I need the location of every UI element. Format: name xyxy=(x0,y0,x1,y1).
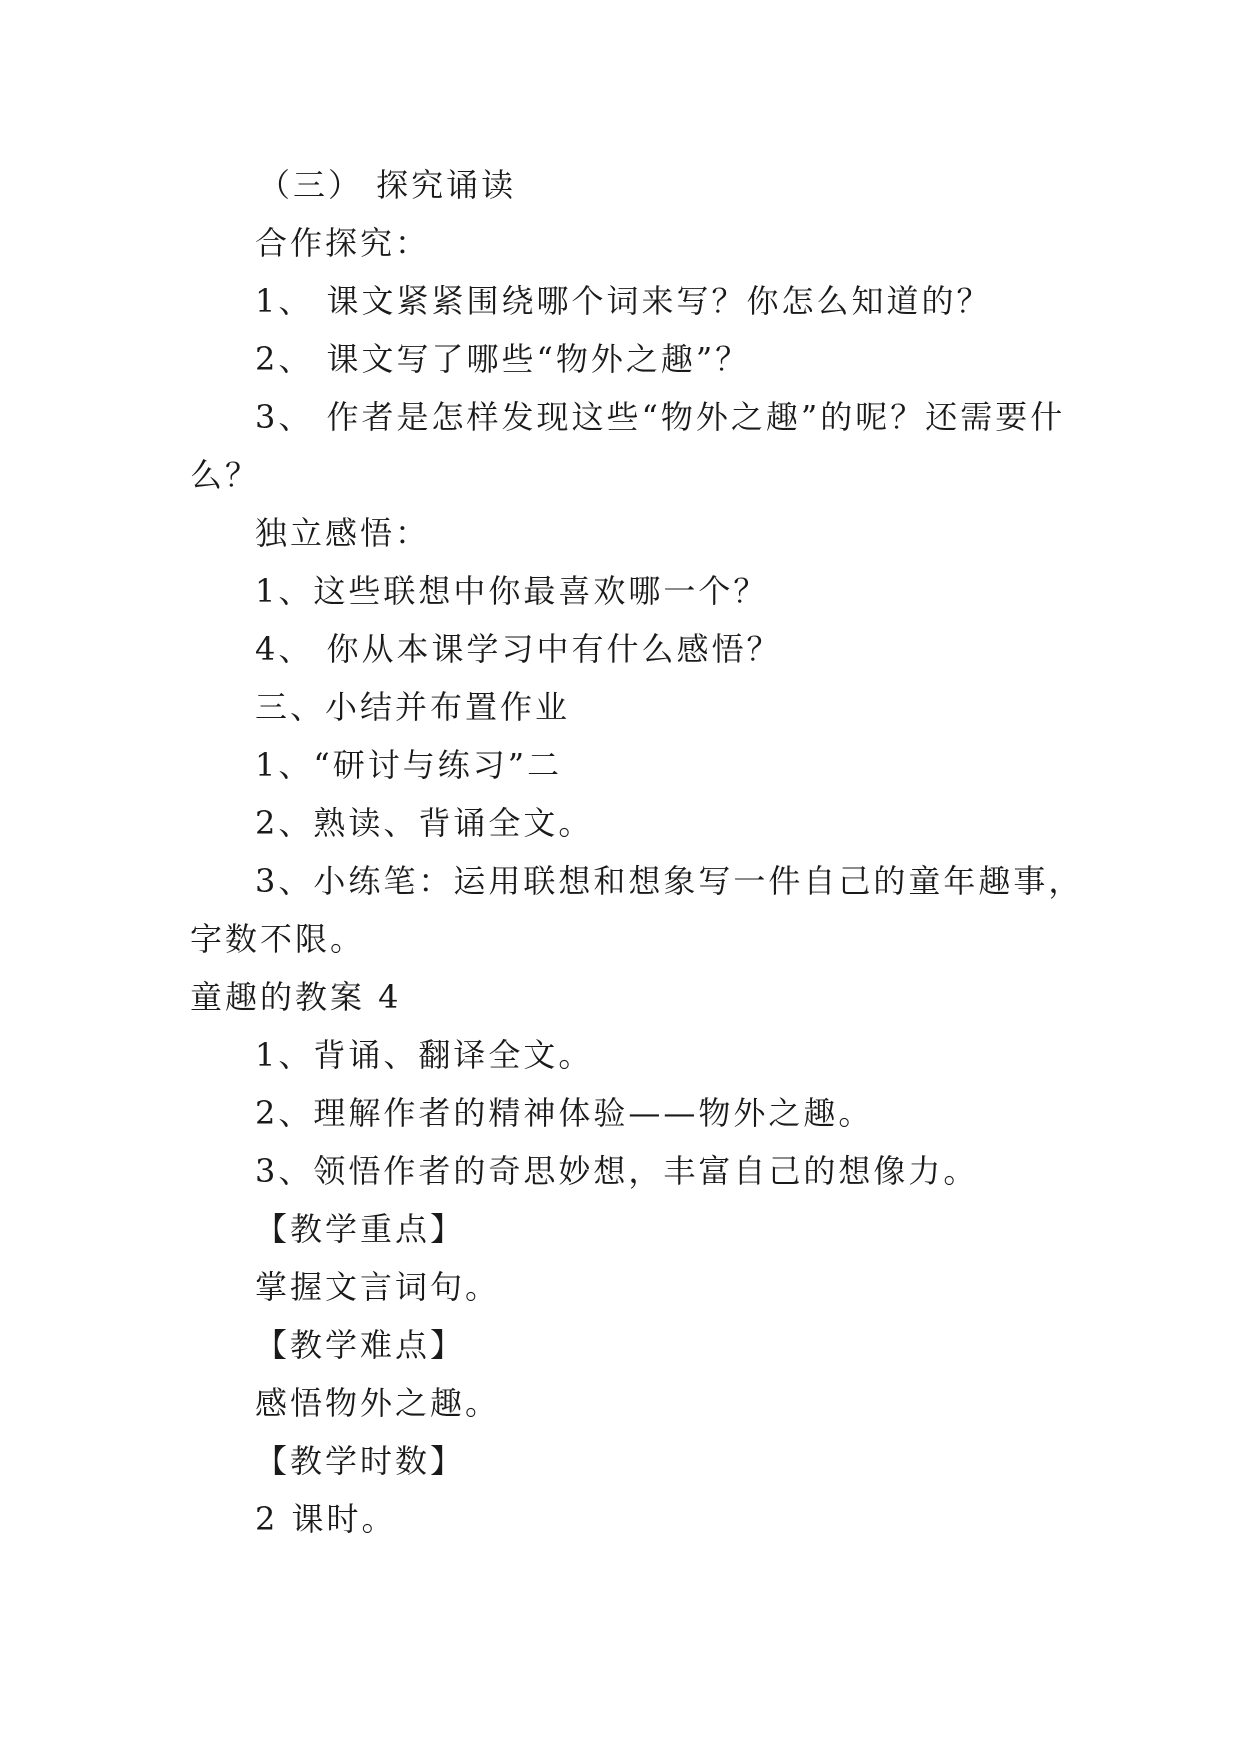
list-item: 2、熟读、背诵全文。 xyxy=(255,804,594,842)
list-item: 1、“研讨与练习”二 xyxy=(255,746,563,784)
bracket-heading: 【教学时数】 xyxy=(255,1442,466,1480)
subheading: 合作探究： xyxy=(255,224,431,262)
list-item: 1、这些联想中你最喜欢哪一个？ xyxy=(255,572,769,610)
bracket-heading: 【教学难点】 xyxy=(255,1326,466,1364)
list-item: 2、理解作者的精神体验——物外之趣。 xyxy=(255,1094,874,1132)
list-item: 1、 课文紧紧围绕哪个词来写？你怎么知道的？ xyxy=(255,282,992,320)
document-title: 童趣的教案 4 xyxy=(190,978,402,1016)
list-item: 4、 你从本课学习中有什么感悟？ xyxy=(255,630,782,668)
list-item: 1、背诵、翻译全文。 xyxy=(255,1036,594,1074)
subheading: 独立感悟： xyxy=(255,514,431,552)
list-item-continuation: 么？ xyxy=(190,456,261,494)
paragraph: 2 课时。 xyxy=(255,1500,397,1538)
list-item: 3、领悟作者的奇思妙想，丰富自己的想像力。 xyxy=(255,1152,979,1190)
list-item: 2、 课文写了哪些“物外之趣”？ xyxy=(255,340,751,378)
bracket-heading: 【教学重点】 xyxy=(255,1210,466,1248)
list-item-continuation: 字数不限。 xyxy=(190,920,366,958)
paragraph: 掌握文言词句。 xyxy=(255,1268,501,1306)
list-item: 3、小练笔：运用联想和想象写一件自己的童年趣事， xyxy=(255,862,1084,900)
section-heading: 三、小结并布置作业 xyxy=(255,688,571,726)
list-item: 3、 作者是怎样发现这些“物外之趣”的呢？还需要什 xyxy=(255,398,1066,436)
section-heading: （三） 探究诵读 xyxy=(258,166,517,204)
paragraph: 感悟物外之趣。 xyxy=(255,1384,501,1422)
